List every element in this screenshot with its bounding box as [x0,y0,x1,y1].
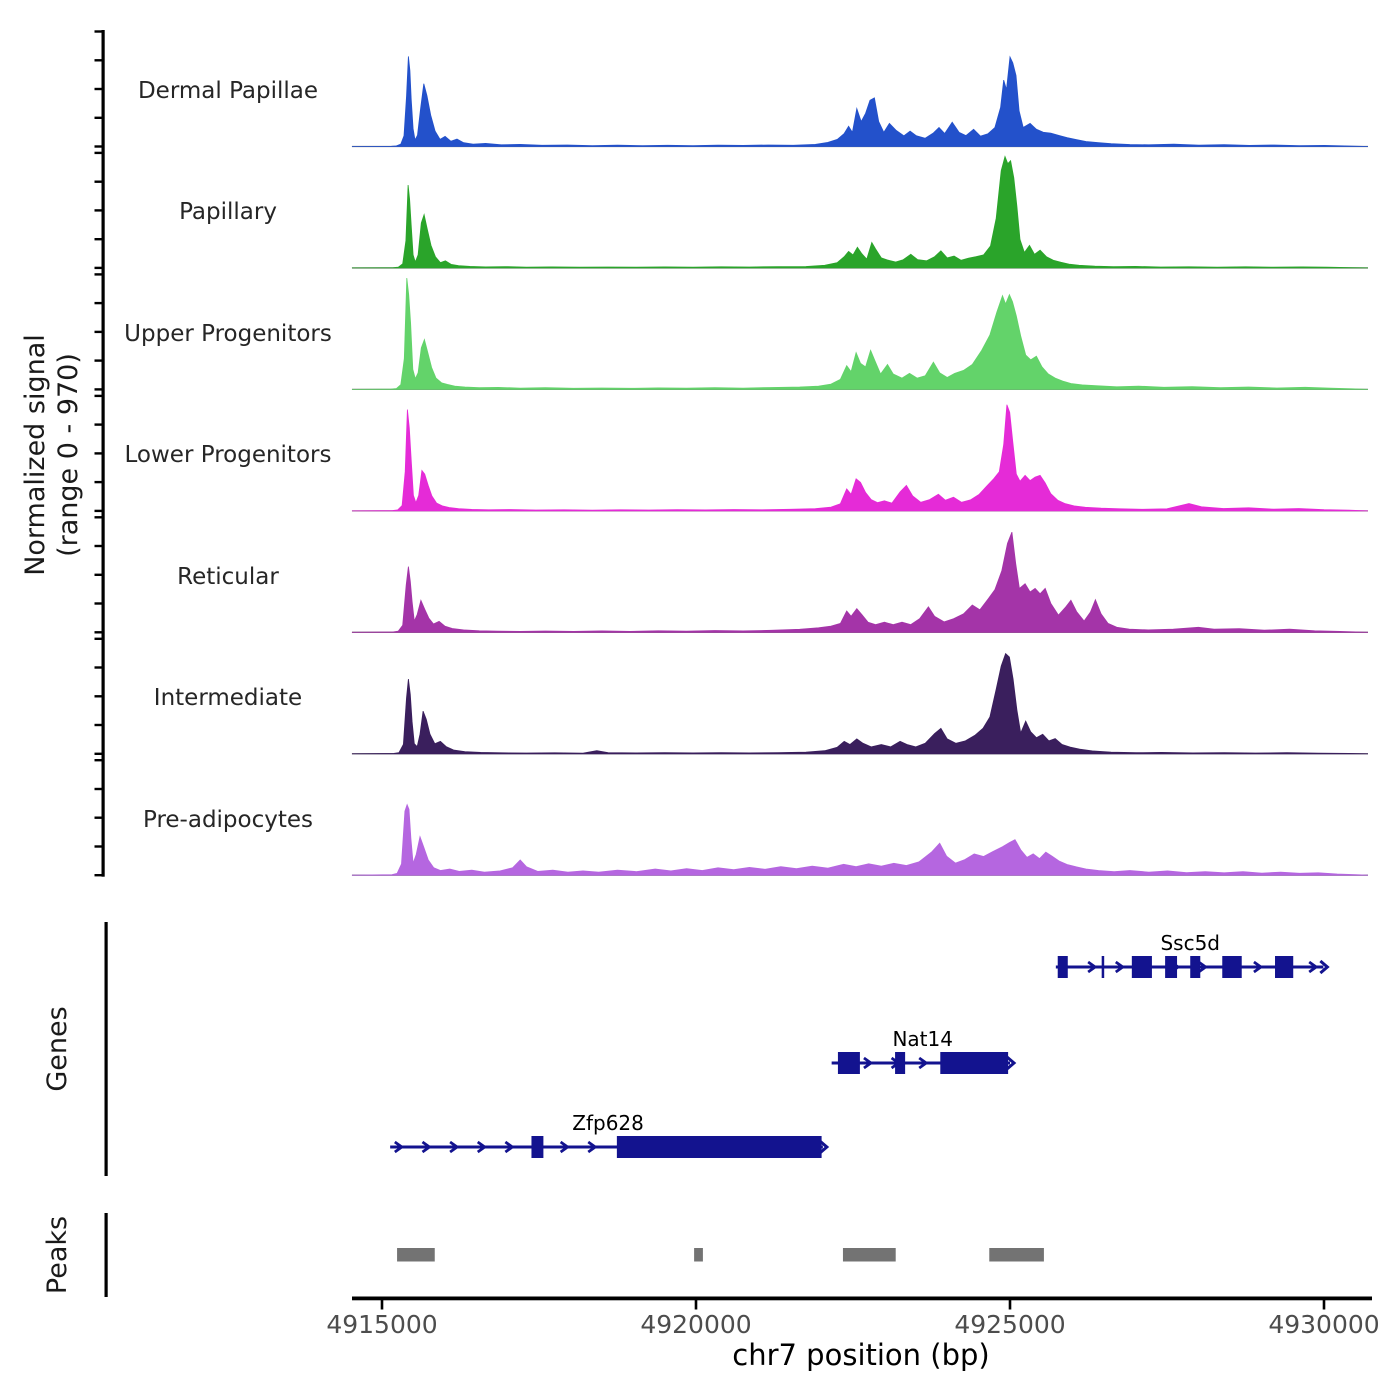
gene-label-zfp628: Zfp628 [572,1111,644,1135]
gene-exon-ssc5d [1102,956,1105,978]
gene-label-ssc5d: Ssc5d [1160,931,1221,955]
peaks-section-label: Peaks [42,1215,73,1295]
y-axis-label [19,155,85,755]
x-axis-tick-label: 4920000 [640,1310,752,1339]
gene-exon-nat14 [895,1052,905,1074]
x-axis-label: chr7 position (bp) [732,1338,990,1372]
peaks-axis-spine [105,1213,108,1297]
signal-area-upper-progenitors [352,278,1368,389]
y-axis-label-line1: Normalized signal [20,334,51,576]
gene-exon-ssc5d [1275,956,1293,978]
x-axis-tick [1009,1300,1012,1310]
peak-interval [989,1248,1044,1262]
signal-area-intermediate [352,654,1368,754]
peak-interval [843,1248,896,1262]
track-label-reticular: Reticular [177,563,279,590]
signal-area-reticular [352,532,1368,632]
peak-interval [694,1248,703,1262]
signal-area-pre-adipocytes [352,805,1368,876]
track-label-intermediate: Intermediate [153,685,303,712]
x-axis-line [352,1297,1372,1301]
gene-exon-zfp628 [617,1136,822,1158]
gene-exon-nat14 [838,1052,860,1074]
x-axis-tick-label: 4925000 [954,1310,1066,1339]
peak-interval [397,1248,435,1262]
signal-area-dermal-papillae [352,56,1368,146]
gene-exon-ssc5d [1058,956,1068,978]
track-label-dermal-papillae: Dermal Papillae [137,78,319,104]
gene-exon-nat14 [940,1052,1008,1074]
genes-section-label: Genes [42,1006,73,1092]
genes-axis-spine [105,922,108,1176]
x-axis-tick-label: 4930000 [1268,1310,1380,1339]
signal-area-lower-progenitors [352,405,1368,511]
gene-exon-ssc5d [1132,956,1152,978]
x-axis-tick [381,1300,384,1310]
gene-exon-zfp628 [531,1136,543,1158]
gene-label-nat14: Nat14 [892,1027,953,1051]
gene-exon-ssc5d [1190,956,1200,978]
gene-exon-ssc5d [1222,956,1241,978]
x-axis-tick [1323,1300,1326,1310]
track-label-pre-adipocytes: Pre-adipocytes [142,806,314,833]
signal-area-papillary [352,157,1368,268]
track-label-lower-progenitors: Lower Progenitors [124,442,332,469]
y-axis-label-line2: (range 0 - 970) [53,353,84,557]
x-axis-tick [695,1300,698,1310]
x-axis-tick-label: 4915000 [326,1310,438,1339]
track-label-papillary: Papillary [179,199,277,226]
gene-exon-ssc5d [1165,956,1177,978]
track-label-upper-progenitors: Upper Progenitors [124,320,332,347]
